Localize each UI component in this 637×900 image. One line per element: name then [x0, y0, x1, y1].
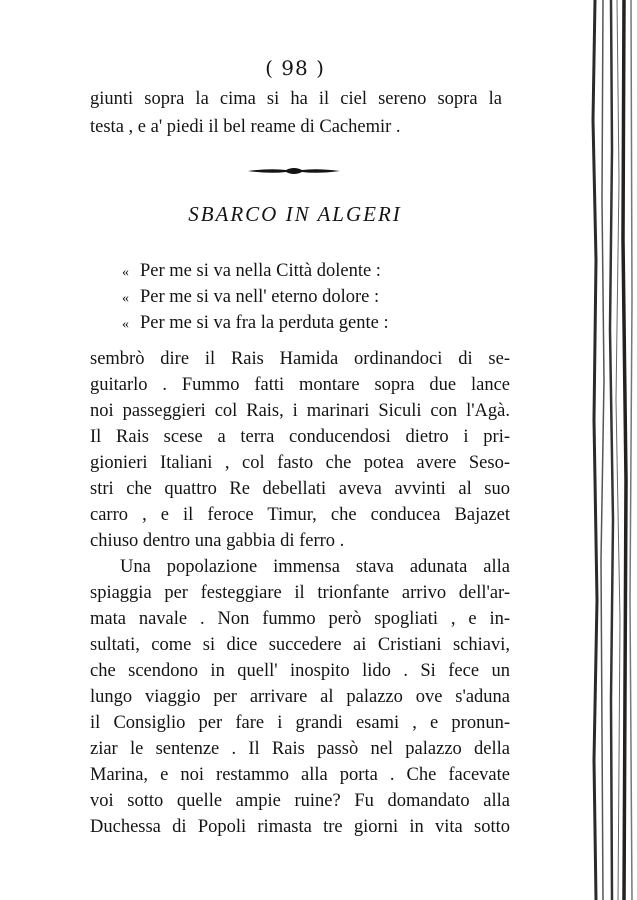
page-binding-edge: [589, 0, 637, 900]
verse-line: [122, 284, 379, 312]
paragraph-line: sembrò dire il Rais Hamida ordinandoci di se-: [90, 349, 510, 369]
continuation-line: testa , e a' piedi il bel reame di Cachemir .: [90, 117, 401, 137]
paragraph-line: che scendono in quell' inospito lido . Si fece un: [90, 661, 510, 681]
paragraph-line: stri che quattro Re debellati aveva avvinti al suo: [90, 479, 510, 499]
paragraph-line: Una popolazione immensa stava adunata alla: [120, 557, 510, 577]
page-number: ( 98 ): [265, 56, 325, 80]
paragraph-line: gionieri Italiani , col fasto che potea avere Seso-: [90, 453, 510, 473]
verse-line: [122, 258, 381, 286]
paragraph-line: il Consiglio per fare i grandi esami , e pronun-: [90, 713, 510, 733]
verse-line: [122, 310, 389, 338]
paragraph-line: spiaggia per festeggiare il trionfante arrivo dell'ar-: [90, 583, 510, 603]
paragraph-line: Marina, e noi restammo alla porta . Che facevate: [90, 765, 510, 785]
paragraph-line: carro , e il feroce Timur, che conducea Bajazet: [90, 505, 510, 525]
quote-mark: «: [122, 317, 129, 332]
paragraph-line: ziar le sentenze . Il Rais passò nel palazzo della: [90, 739, 510, 759]
section-title: SBARCO IN ALGERI: [188, 202, 402, 226]
quote-mark: «: [122, 291, 129, 306]
paragraph-line: Duchessa di Popoli rimasta tre giorni in vita sotto: [90, 817, 510, 837]
paragraph-line: Il Rais scese a terra conducendosi dietro i pri-: [90, 427, 510, 447]
paragraph-line: guitarlo . Fummo fatti montare sopra due lance: [90, 375, 510, 395]
paragraph-line: noi passeggieri col Rais, i marinari Siculi con l'Agà.: [90, 401, 510, 421]
paragraph-line: sultati, come si dice succedere ai Cristiani schiavi,: [90, 635, 510, 655]
quote-mark: «: [122, 265, 129, 280]
verse-text: Per me si va fra la perduta gente :: [140, 313, 389, 333]
paragraph-line: lungo viaggio per arrivare al palazzo ove s'aduna: [90, 687, 510, 707]
verse-text: Per me si va nell' eterno dolore :: [140, 287, 380, 307]
continuation-line: giunti sopra la cima si ha il ciel sereno sopra la: [90, 89, 502, 109]
section-divider-ornament: [246, 164, 342, 178]
paragraph-line: voi sotto quelle ampie ruine? Fu domandato alla: [90, 791, 510, 811]
verse-text: Per me si va nella Città dolente :: [140, 261, 381, 281]
paragraph-line: mata navale . Non fummo però spogliati , e in-: [90, 609, 510, 629]
paragraph-line: chiuso dentro una gabbia di ferro .: [90, 531, 345, 551]
